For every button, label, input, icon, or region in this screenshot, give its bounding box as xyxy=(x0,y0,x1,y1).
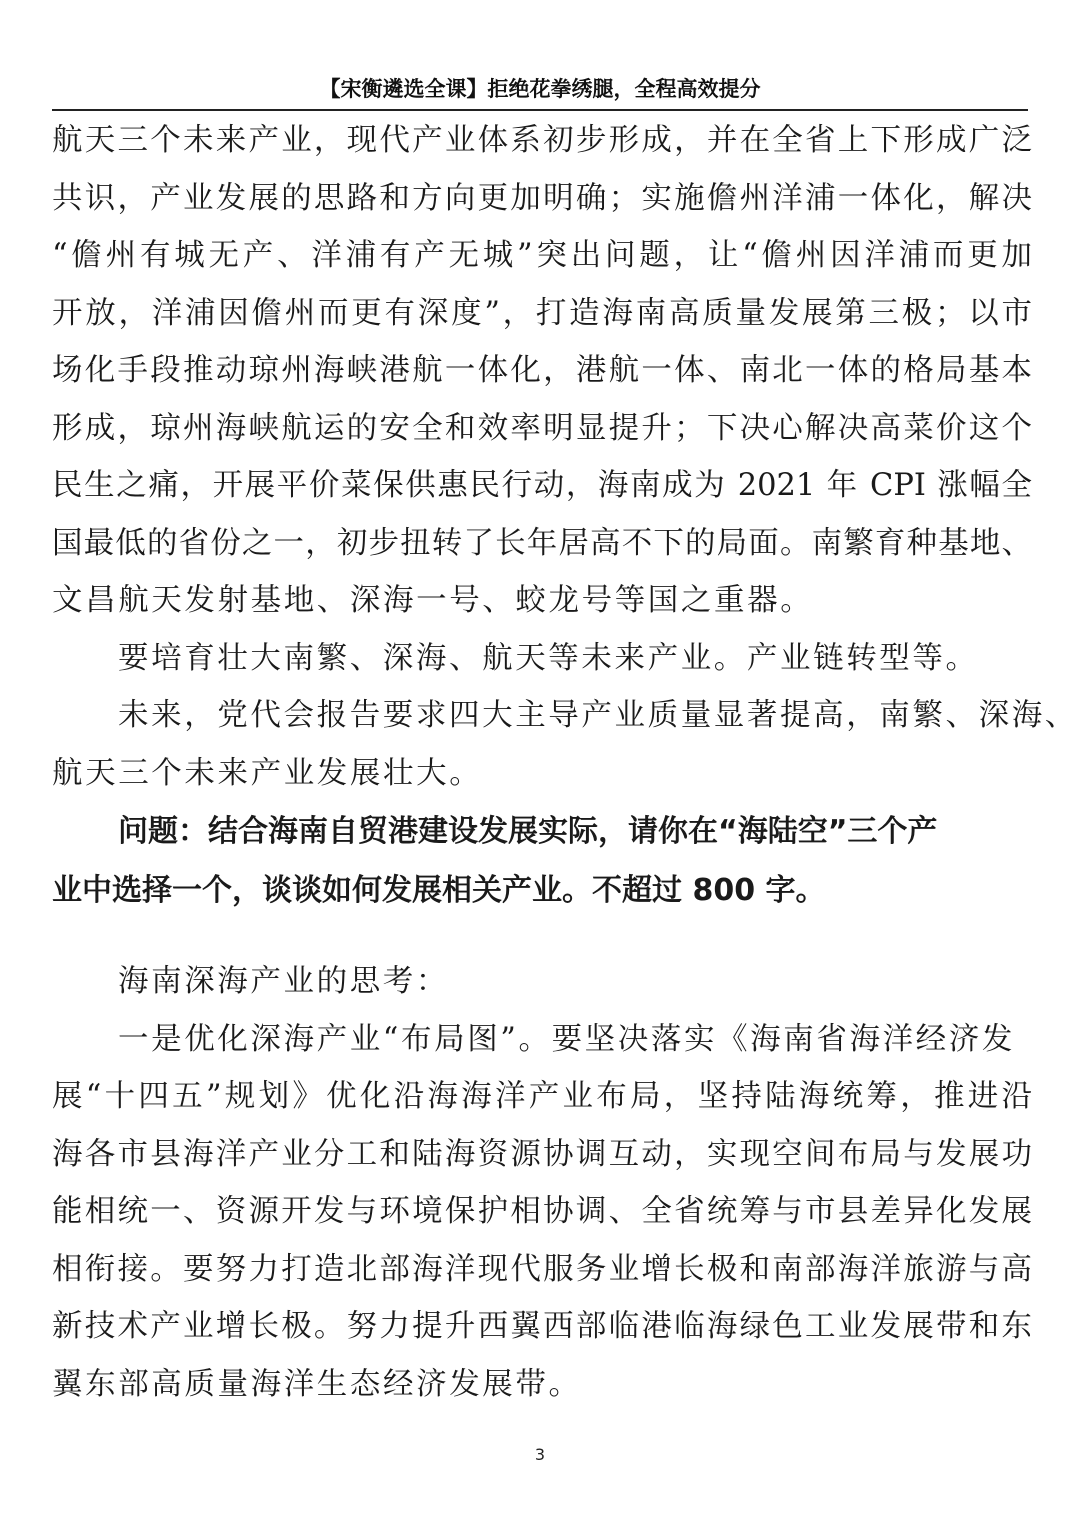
document-body xyxy=(52,112,1078,1413)
text-line: 文昌航天发射基地、深海一号、蛟龙号等国之重器。 xyxy=(52,583,814,618)
text-line: 场化手段推动琼州海峡港航一体化，港航一体、南北一体的格局基本 xyxy=(52,353,1032,388)
page-number: 3 xyxy=(534,1445,546,1464)
text-line: “儋州有城无产、洋浦有产无城”突出问题，让“儋州因洋浦而更加 xyxy=(52,238,1032,273)
text-line: 共识，产业发展的思路和方向更加明确；实施儋州洋浦一体化，解决 xyxy=(52,180,1032,216)
text-line: 翼东部高质量海洋生态经济发展带。 xyxy=(52,1366,582,1402)
paragraph-line: 要培育壮大南繁、深海、航天等未来产业。产业链转型等。 xyxy=(118,640,979,676)
header-divider xyxy=(52,109,1028,111)
question-line: 问题：结合海南自贸港建设发展实际，请你在“海陆空”三个产 xyxy=(118,814,938,849)
text-line: 民生之痛，开展平价菜保供惠民行动，海南成为 2021 年 CPI 涨幅全 xyxy=(52,468,1032,503)
blank-gap xyxy=(52,920,1032,953)
paragraph-line: 一是优化深海产业“布局图”。要坚决落实《海南省海洋经济发 xyxy=(118,1021,1015,1057)
text-line: 航天三个未来产业，现代产业体系初步形成，并在全省上下形成广泛 xyxy=(52,123,1032,158)
text-line: 能相统一、资源开发与环境保护相协调、全省统筹与市县差异化发展 xyxy=(52,1194,1032,1229)
text-line: 展“十四五”规划》优化沿海海洋产业布局，坚持陆海统筹，推进沿 xyxy=(52,1079,1032,1114)
text-line: 开放，洋浦因儋州而更有深度”，打造海南高质量发展第三极；以市 xyxy=(52,295,1032,331)
text-line: 航天三个未来产业发展壮大。 xyxy=(52,755,483,791)
question-line: 业中选择一个，谈谈如何发展相关产业。不超过 800 字。 xyxy=(52,873,826,908)
paragraph-line: 未来，党代会报告要求四大主导产业质量显著提高，南繁、深海、 xyxy=(118,698,1078,733)
page-header: 【宋衡遴选全课】拒绝花拳绣腿，全程高效提分 xyxy=(319,77,761,101)
text-line: 形成，琼州海峡航运的安全和效率明显提升；下决心解决高菜价这个 xyxy=(52,410,1032,446)
section-heading: 海南深海产业的思考： xyxy=(118,964,449,999)
text-line: 相衔接。要努力打造北部海洋现代服务业增长极和南部海洋旅游与高 xyxy=(52,1251,1032,1287)
text-line: 国最低的省份之一，初步扭转了长年居高不下的局面。南繁育种基地、 xyxy=(52,525,1032,561)
text-line: 新技术产业增长极。努力提升西翼西部临港临海绿色工业发展带和东 xyxy=(52,1309,1032,1344)
text-line: 海各市县海洋产业分工和陆海资源协调互动，实现空间布局与发展功 xyxy=(52,1136,1032,1172)
